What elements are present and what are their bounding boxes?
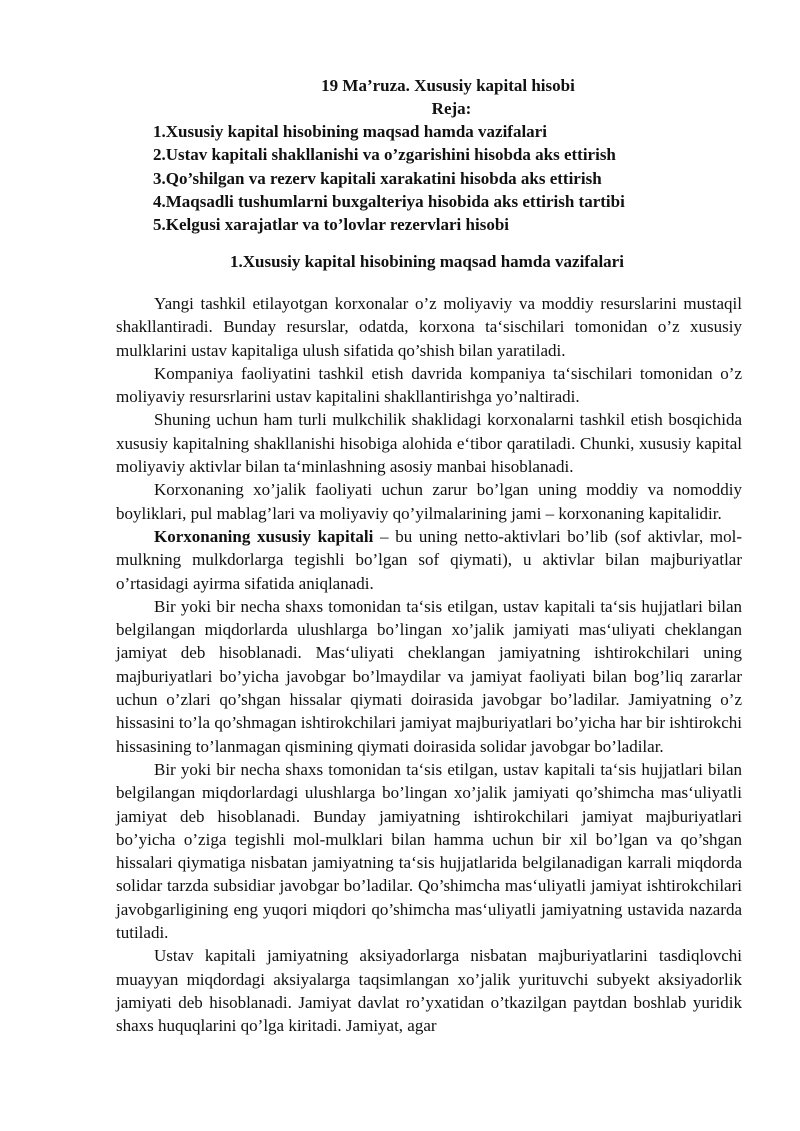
paragraph: Bir yoki bir necha shaxs tomonidan ta‘sis etilgan, ustav kapitali ta‘sis hujjatlari bilan belgilangan miqdorlarda ulushlarga bo’lingan xo’jalik jamiyati mas‘uliyati cheklangan jamiyat deb hisoblanadi. Mas‘uliyati cheklangan jamiyatning ishtirokchilari uning majburiyatlari bo’yicha javobgar bo’lmaydilar va jamiyat faoliyati bilan bog’liq zararlar uchun o’zlari qo’shgan hissalar qiymati doirasida javobgar bo’ladilar. Jamiyatning o’z hissasini to’la qo’shmagan ishtirokchilari jamiyat majburiyatlari bo’yicha har bir ishtirokchi hissasining to’lanmagan qismining qiymati doirasida solidar javobgar bo’ladilar. [116, 596, 742, 756]
plan-item: 5.Kelgusi xarajatlar va to’lovlar rezervlari hisobi [153, 215, 510, 235]
plan-item: 3.Qo’shilgan va rezerv kapitali xarakatini hisobda aks ettirish [153, 168, 602, 188]
definition-text: – bu uning netto-aktivlari bo’lib (sof aktivlar, mol-mulkning mulkdorlarga tegishli bo’lgan sof qiymati), u aktivlar bilan majburiyatlar o’rtasidagi ayirma sifatida aniqlanadi. [116, 526, 742, 593]
definition-term: Korxonaning xususiy kapitali [154, 526, 374, 546]
plan-label: Reja: [431, 99, 472, 118]
section-heading: 1.Xususiy kapital hisobining maqsad hamda vazifalari [230, 252, 624, 271]
plan-item: 1.Xususiy kapital hisobining maqsad hamda vazifalari [153, 122, 547, 141]
paragraph: Bir yoki bir necha shaxs tomonidan ta‘sis etilgan, ustav kapitali ta‘sis hujjatlari bilan belgilangan miqdorlardagi ulushlarga bo’lingan xo’jalik jamiyati qo’shimcha mas‘uliyatli jamiyat deb hisoblanadi. Bunday jamiyatning ishtirokchilari jamiyat majburiyatlari bo’yicha o’ziga tegishli mol-mulklari bilan hamma uchun bir xil bo’lgan va qo’shgan hissalari qiymatiga nisbatan jamiyatning ta‘sis hujjatlarida belgilanadigan karrali miqdorda solidar tarzda subsidiar javobgar bo’ladilar. Qo’shimcha mas‘uliyatli jamiyat ishtirokchilari javobgarligining eng yuqori miqdori qo’shimcha mas‘uliyatli jamiyatning ustavida nazarda tutiladi. [116, 759, 742, 943]
paragraph: Korxonaning xo’jalik faoliyati uchun zarur bo’lgan uning moddiy va nomoddiy boyliklari, pul mablag’lari va moliyaviy qo’yilmalarining jami – korxonaning kapitalidir. [116, 480, 742, 523]
definition-paragraph [116, 525, 742, 595]
paragraph: Yangi tashkil etilayotgan korxonalar o’z moliyaviy va moddiy resurslarini mustaqil shakllantiradi. Bunday resurslar, odatda, korxona ta‘sischilari tomonidan o’z xususiy mulklarini ustav kapitaliga ulush sifatida qo’shish bilan yaratiladi. [116, 294, 742, 360]
paragraph: Kompaniya faoliyatini tashkil etish davrida kompaniya ta‘sischilari tomonidan o’z moliyaviy resursrlarini ustav kapitalini shakllantirishga yo’naltiradi. [116, 363, 742, 407]
body-text [116, 292, 742, 1038]
document-title: 19 Ma’ruza. Xususiy kapital hisobi [321, 76, 575, 95]
paragraph: Ustav kapitali jamiyatning aksiyadorlarga nisbatan majburiyatlarini tasdiqlovchi muayyan miqdordagi aksiyalarga taqsimlangan xo’jalik yurituvchi subyekt aksiyadorlik jamiyati deb hisoblanadi. Jamiyat davlat ro’yxatidan o’tkazilgan paytdan boshlab yuridik shaxs huquqlarini qo’lga kiritadi. Jamiyat, agar [116, 946, 742, 1036]
paragraph: Shuning uchun ham turli mulkchilik shaklidagi korxonalarni tashkil etish bosqichida xususiy kapitalning shakllanishi hisobiga alohida e‘tibor qaratiladi. Chunki, xususiy kapital moliyaviy aktivlar bilan ta‘minlashning asosiy manbai hisoblanadi. [116, 410, 742, 477]
plan-item: 2.Ustav kapitali shakllanishi va o’zgarishini hisobda aks ettirish [153, 145, 616, 165]
plan-item: 4.Maqsadli tushumlarni buxgalteriya hisobida aks ettirish tartibi [153, 191, 625, 211]
plan-list [153, 120, 625, 236]
